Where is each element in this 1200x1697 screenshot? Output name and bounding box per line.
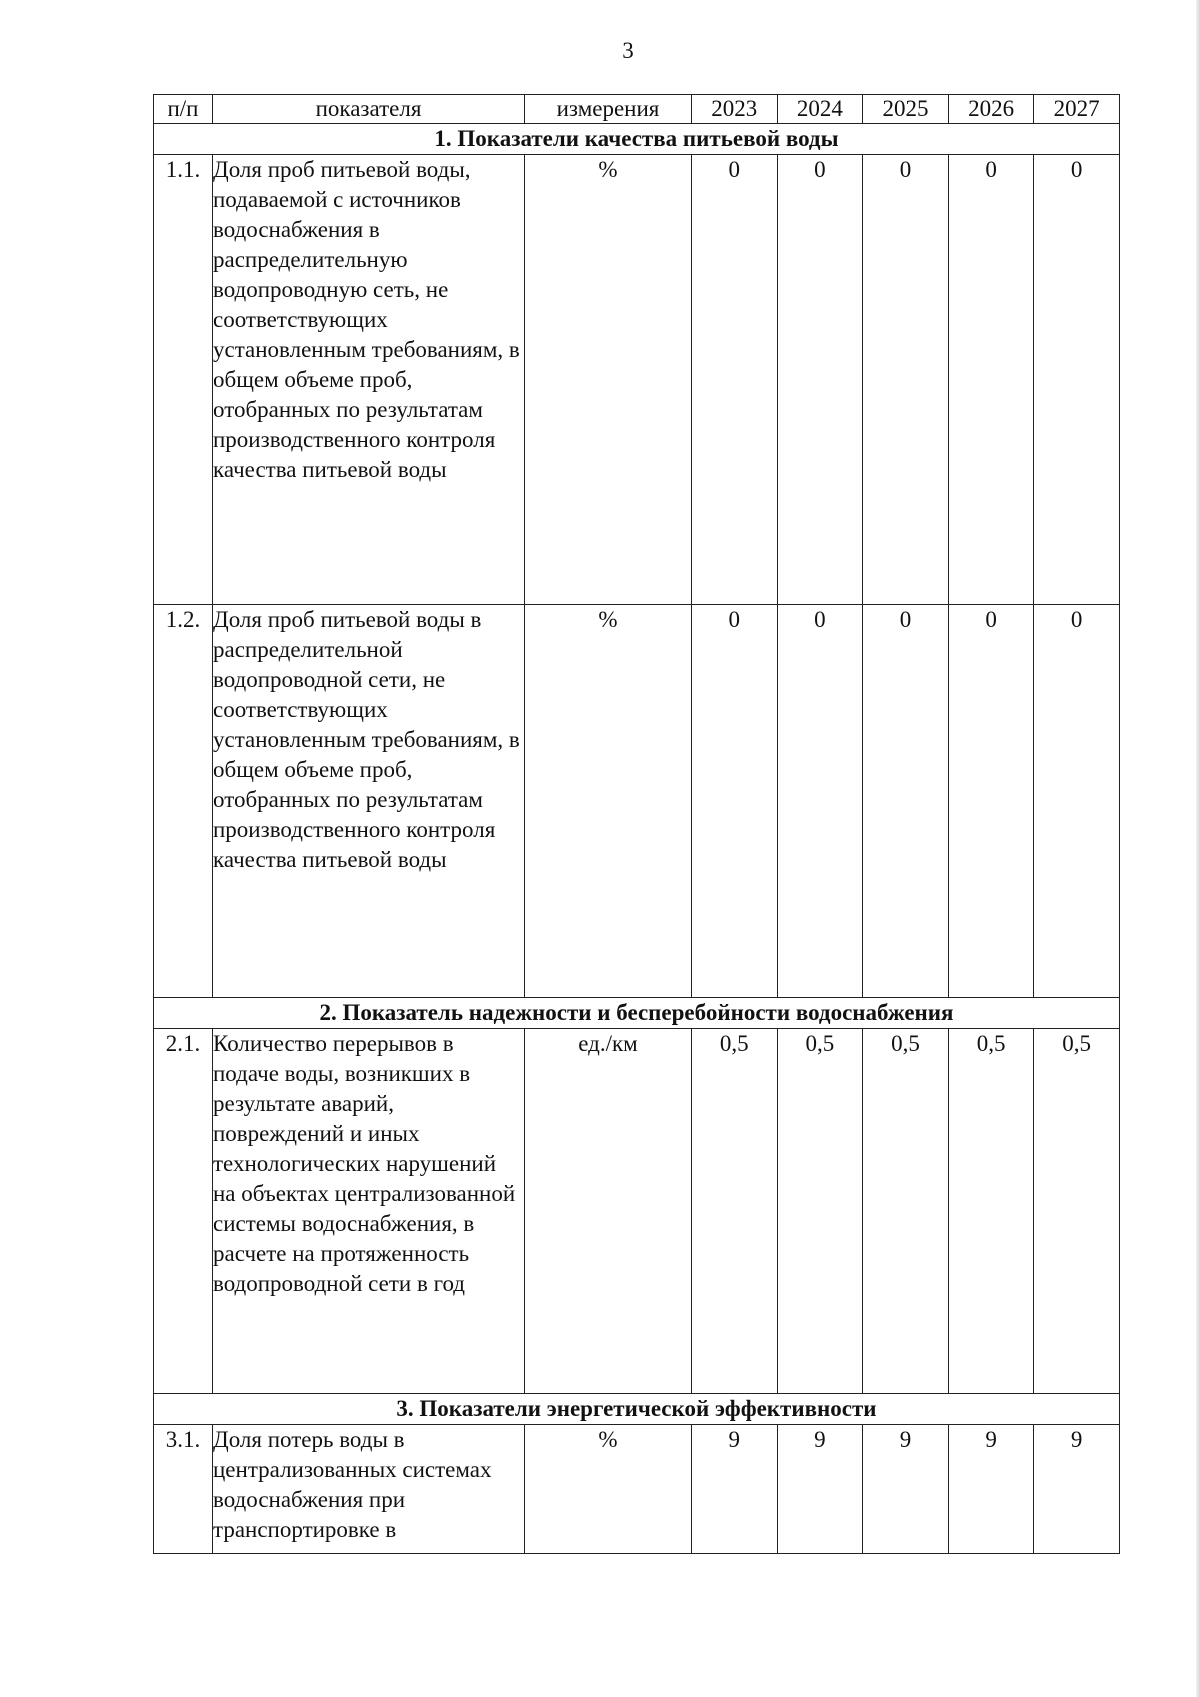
header-cell-year: 2027 — [1034, 95, 1120, 124]
section-title: 3. Показатели энергетической эффективности — [154, 1394, 1120, 1425]
section-title: 2. Показатель надежности и бесперебойности водоснабжения — [154, 998, 1120, 1029]
value-cell: 0 — [777, 605, 863, 998]
table-row — [154, 1425, 1120, 1554]
value-cell: 9 — [1034, 1425, 1120, 1554]
value-cell: 0 — [863, 155, 949, 605]
value-cell: 9 — [863, 1425, 949, 1554]
table-row — [154, 605, 1120, 998]
row-number: 2.1. — [154, 1029, 213, 1394]
row-number: 3.1. — [154, 1425, 213, 1554]
value-cell: 0,5 — [863, 1029, 949, 1394]
indicator-name: Доля потерь воды в централизованных системах водоснабжения при транспортировке в — [213, 1425, 525, 1554]
value-cell: 0,5 — [1034, 1029, 1120, 1394]
value-cell: 0 — [692, 605, 778, 998]
unit-cell: % — [525, 1425, 692, 1554]
section-row — [154, 124, 1120, 155]
row-number: 1.2. — [154, 605, 213, 998]
value-cell: 9 — [692, 1425, 778, 1554]
indicator-name: Доля проб питьевой воды в распределительной водопроводной сети, не соответствующих установленным требованиям, в общем объеме проб, отобранных по результатам производственного контроля качества питьевой воды — [213, 605, 525, 998]
scan-edge-shadow — [1196, 0, 1200, 1697]
value-cell: 0,5 — [777, 1029, 863, 1394]
unit-cell: % — [525, 155, 692, 605]
row-number: 1.1. — [154, 155, 213, 605]
table-row — [154, 1029, 1120, 1394]
value-cell: 9 — [777, 1425, 863, 1554]
table-row — [154, 155, 1120, 605]
value-cell: 0 — [777, 155, 863, 605]
header-cell-name: показателя — [213, 95, 525, 124]
header-cell-year: 2025 — [863, 95, 949, 124]
header-cell-year: 2024 — [777, 95, 863, 124]
header-cell-year: 2026 — [948, 95, 1034, 124]
unit-cell: ед./км — [525, 1029, 692, 1394]
table-header-row — [154, 95, 1120, 124]
value-cell: 0,5 — [948, 1029, 1034, 1394]
header-cell-year: 2023 — [692, 95, 778, 124]
value-cell: 0 — [1034, 605, 1120, 998]
indicator-name: Количество перерывов в подаче воды, возникших в результате аварий, повреждений и иных технологических нарушений на объектах централизованной системы водоснабжения, в расчете на протяженность водопроводной сети в год — [213, 1029, 525, 1394]
header-cell-unit: измерения — [525, 95, 692, 124]
value-cell: 0 — [948, 155, 1034, 605]
section-row — [154, 998, 1120, 1029]
value-cell: 0 — [948, 605, 1034, 998]
value-cell: 0 — [863, 605, 949, 998]
section-row — [154, 1394, 1120, 1425]
indicators-table — [153, 94, 1120, 1554]
value-cell: 9 — [948, 1425, 1034, 1554]
header-cell-num: п/п — [154, 95, 213, 124]
indicator-name: Доля проб питьевой воды, подаваемой с источников водоснабжения в распределительную водопроводную сеть, не соответствующих установленным требованиям, в общем объеме проб, отобранных по результатам производственного контроля качества питьевой воды — [213, 155, 525, 605]
value-cell: 0 — [692, 155, 778, 605]
section-title: 1. Показатели качества питьевой воды — [154, 124, 1120, 155]
value-cell: 0,5 — [692, 1029, 778, 1394]
value-cell: 0 — [1034, 155, 1120, 605]
unit-cell: % — [525, 605, 692, 998]
page-number: 3 — [622, 38, 634, 63]
